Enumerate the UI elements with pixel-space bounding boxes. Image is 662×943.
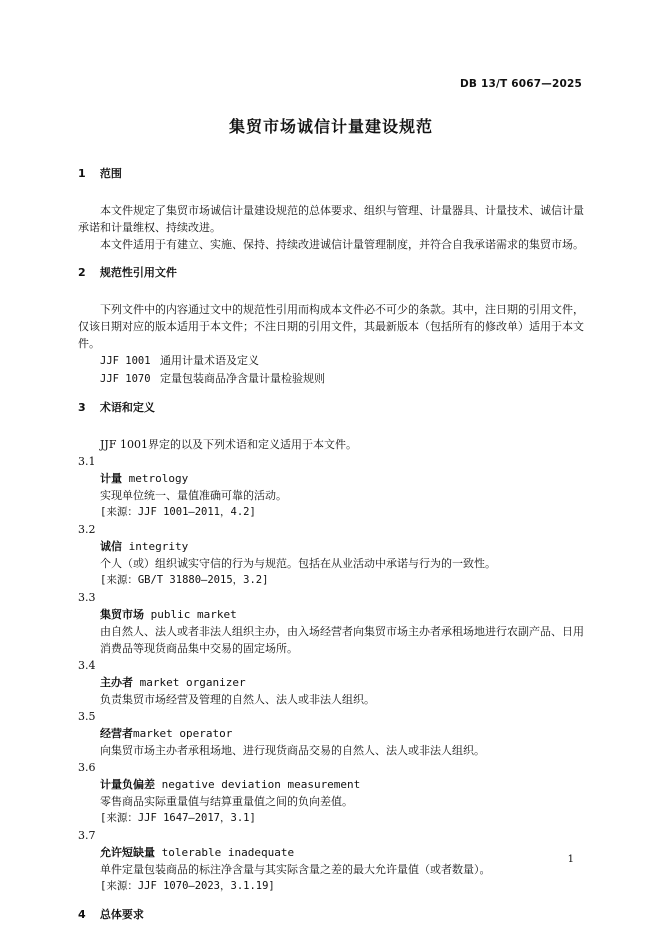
term-source: [来源：GB/T 31880—2015，3.2]: [100, 574, 269, 586]
reference-code: JJF 1001: [100, 355, 151, 367]
section-number: 4: [78, 908, 86, 921]
term-entry: [78, 708, 584, 759]
reference-code: JJF 1070: [100, 373, 151, 385]
section-heading-2: [78, 264, 584, 281]
term-entry: [78, 827, 584, 895]
paragraph: 本文件适用于有建立、实施、保持、持续改进诚信计量管理制度，并符合自我承诺需求的集贸市场。: [100, 238, 584, 251]
term-definition: 个人（或）组织诚实守信的行为与规范。包括在从业活动中承诺与行为的一致性。: [100, 557, 496, 570]
term-definition: 向集贸市场主办者承租场地、进行现货商品交易的自然人、法人或非法人组织。: [100, 744, 485, 757]
section-number: 3: [78, 401, 86, 414]
term-number: 3.4: [78, 659, 96, 672]
term-definition: 单件定量包装商品的标注净含量与其实际含量之差的最大允许量值（或者数量）。: [100, 863, 491, 876]
section-number: 2: [78, 266, 86, 279]
term-name: 主办者 market organizer: [100, 676, 246, 689]
document-body: [78, 165, 584, 943]
term-entry: [78, 521, 584, 589]
reference-title: 通用计量术语及定义: [160, 354, 259, 367]
term-number: 3.3: [78, 591, 96, 604]
reference-item: [78, 370, 584, 388]
paragraph: JJF 1001界定的以及下列术语和定义适用于本文件。: [100, 438, 357, 451]
document-title: 集贸市场诚信计量建设规范: [228, 117, 433, 136]
section-title: 总体要求: [99, 908, 144, 921]
paragraph: 本文件规定了集贸市场诚信计量建设规范的总体要求、组织与管理、计量器具、计量技术、诚信计量承诺和计量维权、持续改进。: [78, 204, 584, 234]
paragraph: 下列文件中的内容通过文中的规范性引用而构成本文件必不可少的条款。其中，注日期的引用文件，仅该日期对应的版本适用于本文件；不注日期的引用文件，其最新版本（包括所有的修改单）适用于本文件。: [78, 303, 584, 350]
term-name: 集贸市场 public market: [100, 608, 237, 621]
term-number: 3.6: [78, 761, 96, 774]
term-source: [来源：JJF 1647—2017，3.1]: [100, 812, 256, 824]
term-definition: 负责集贸市场经营及管理的自然人、法人或非法人组织。: [100, 693, 375, 706]
term-source: [来源：JJF 1070—2023，3.1.19]: [100, 880, 275, 892]
page-number: 1: [567, 854, 574, 865]
section-title: 规范性引用文件: [99, 266, 177, 279]
term-number: 3.2: [78, 523, 96, 536]
document-code: DB 13/T 6067—2025: [460, 78, 582, 90]
term-name: 诚信 integrity: [100, 540, 189, 553]
section-heading-1: [78, 165, 584, 182]
term-definition: 零售商品实际重量值与结算重量值之间的负向差值。: [100, 795, 353, 808]
section-title: 范围: [99, 167, 122, 180]
term-entry: [78, 759, 584, 827]
section-heading-3: [78, 399, 584, 416]
term-name: 计量 metrology: [100, 472, 189, 485]
term-number: 3.1: [78, 455, 96, 468]
term-name: 计量负偏差 negative deviation measurement: [100, 778, 361, 791]
section-title: 术语和定义: [99, 401, 155, 414]
section-number: 1: [78, 167, 86, 180]
term-definition: 由自然人、法人或者非法人组织主办，由入场经营者向集贸市场主办者承租场地进行农副产品、日用消费品等现货商品集中交易的固定场所。: [100, 625, 584, 655]
reference-item: [78, 352, 584, 370]
term-entry: [78, 453, 584, 521]
term-number: 3.7: [78, 829, 96, 842]
term-name: 经营者market operator: [100, 727, 233, 740]
term-definition: 实现单位统一、量值准确可靠的活动。: [100, 489, 287, 502]
term-source: [来源：JJF 1001—2011，4.2]: [100, 506, 256, 518]
reference-title: 定量包装商品净含量计量检验规则: [160, 372, 325, 385]
term-entry: [78, 589, 584, 657]
term-name: 允许短缺量 tolerable inadequate: [100, 846, 295, 859]
term-number: 3.5: [78, 710, 96, 723]
section-heading-4: [78, 906, 584, 923]
term-entry: [78, 657, 584, 708]
